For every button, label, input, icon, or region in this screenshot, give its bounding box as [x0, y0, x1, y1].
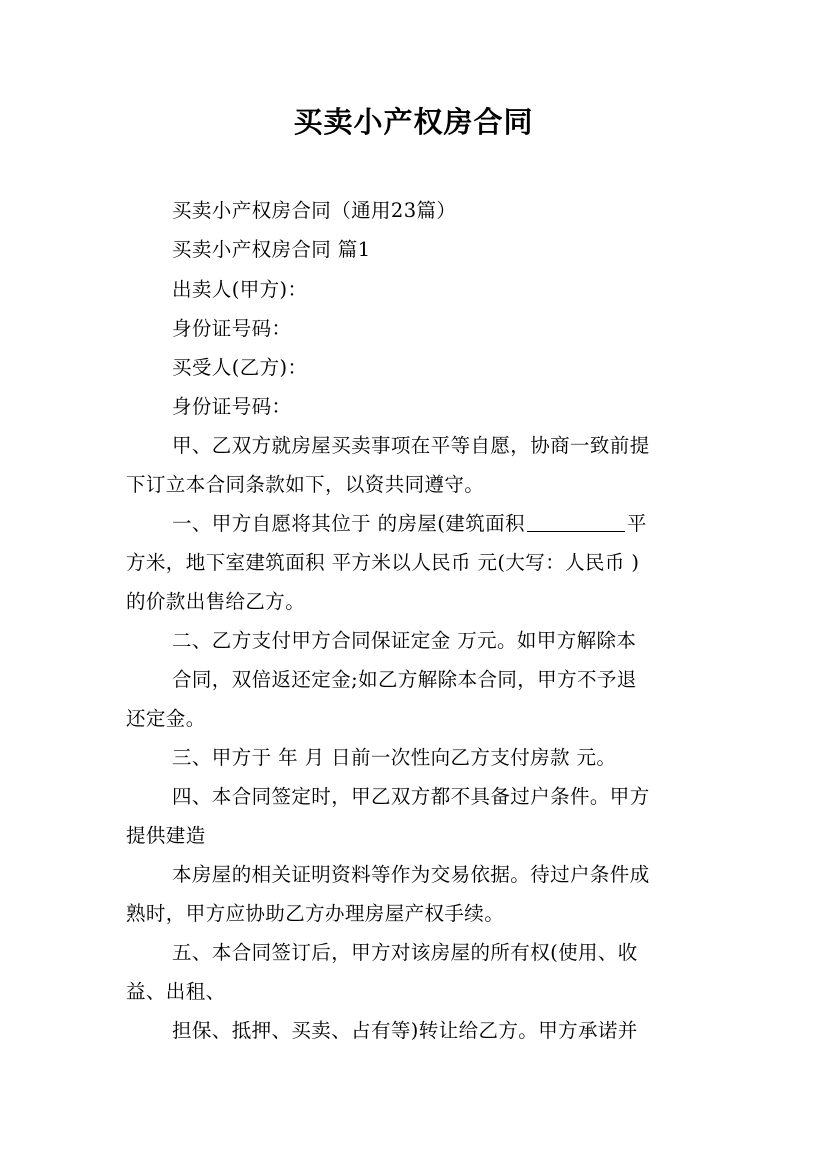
clause-1-line [172, 510, 647, 538]
buyer-label: 买受人(乙方)： [172, 356, 308, 379]
paragraph-line: 益、出租、 [126, 980, 226, 1003]
paragraph-line: 提供建造 [126, 824, 206, 847]
clause-4-line: 四、本合同签定时，甲乙双方都不具备过户条件。甲方 [172, 785, 650, 808]
clause-1-text: 一、甲方自愿将其位于 的房屋(建筑面积 [172, 512, 525, 535]
clause-2-line: 二、乙方支付甲方合同保证定金 万元。如甲方解除本 [172, 629, 637, 652]
seller-id-label: 身份证号码： [172, 317, 292, 340]
paragraph-line: 甲、乙双方就房屋买卖事项在平等自愿，协商一致前提 [172, 434, 650, 457]
buyer-id-label: 身份证号码： [172, 395, 292, 418]
paragraph-line: 方米，地下室建筑面积 平方米以人民币 元(大写：人民币 ) [126, 551, 640, 574]
paragraph-line: 熟时，甲方应协助乙方办理房屋产权手续。 [126, 902, 505, 925]
area-blank-field [527, 513, 625, 532]
paragraph-line: 还定金。 [126, 707, 206, 730]
clause-1-text-end: 平 [626, 512, 647, 535]
paragraph-line: 的价款出售给乙方。 [126, 590, 306, 613]
document-title: 买卖小产权房合同 [293, 105, 534, 139]
paragraph-line: 担保、抵押、买卖、占有等)转让给乙方。甲方承诺并 [172, 1019, 638, 1042]
clause-3-line: 三、甲方于 年 月 日前一次性向乙方支付房款 元。 [172, 746, 617, 769]
seller-label: 出卖人(甲方)： [172, 278, 308, 301]
subtitle-line: 买卖小产权房合同（通用23篇） [172, 199, 457, 222]
clause-5-line: 五、本合同签订后，甲方对该房屋的所有权(使用、收 [172, 941, 638, 964]
paragraph-line: 合同，双倍返还定金;如乙方解除本合同，甲方不予退 [172, 668, 637, 691]
section-heading: 买卖小产权房合同 篇1 [172, 238, 371, 261]
paragraph-line: 下订立本合同条款如下，以资共同遵守。 [126, 473, 485, 496]
paragraph-line: 本房屋的相关证明资料等作为交易依据。待过户条件成 [172, 863, 650, 886]
